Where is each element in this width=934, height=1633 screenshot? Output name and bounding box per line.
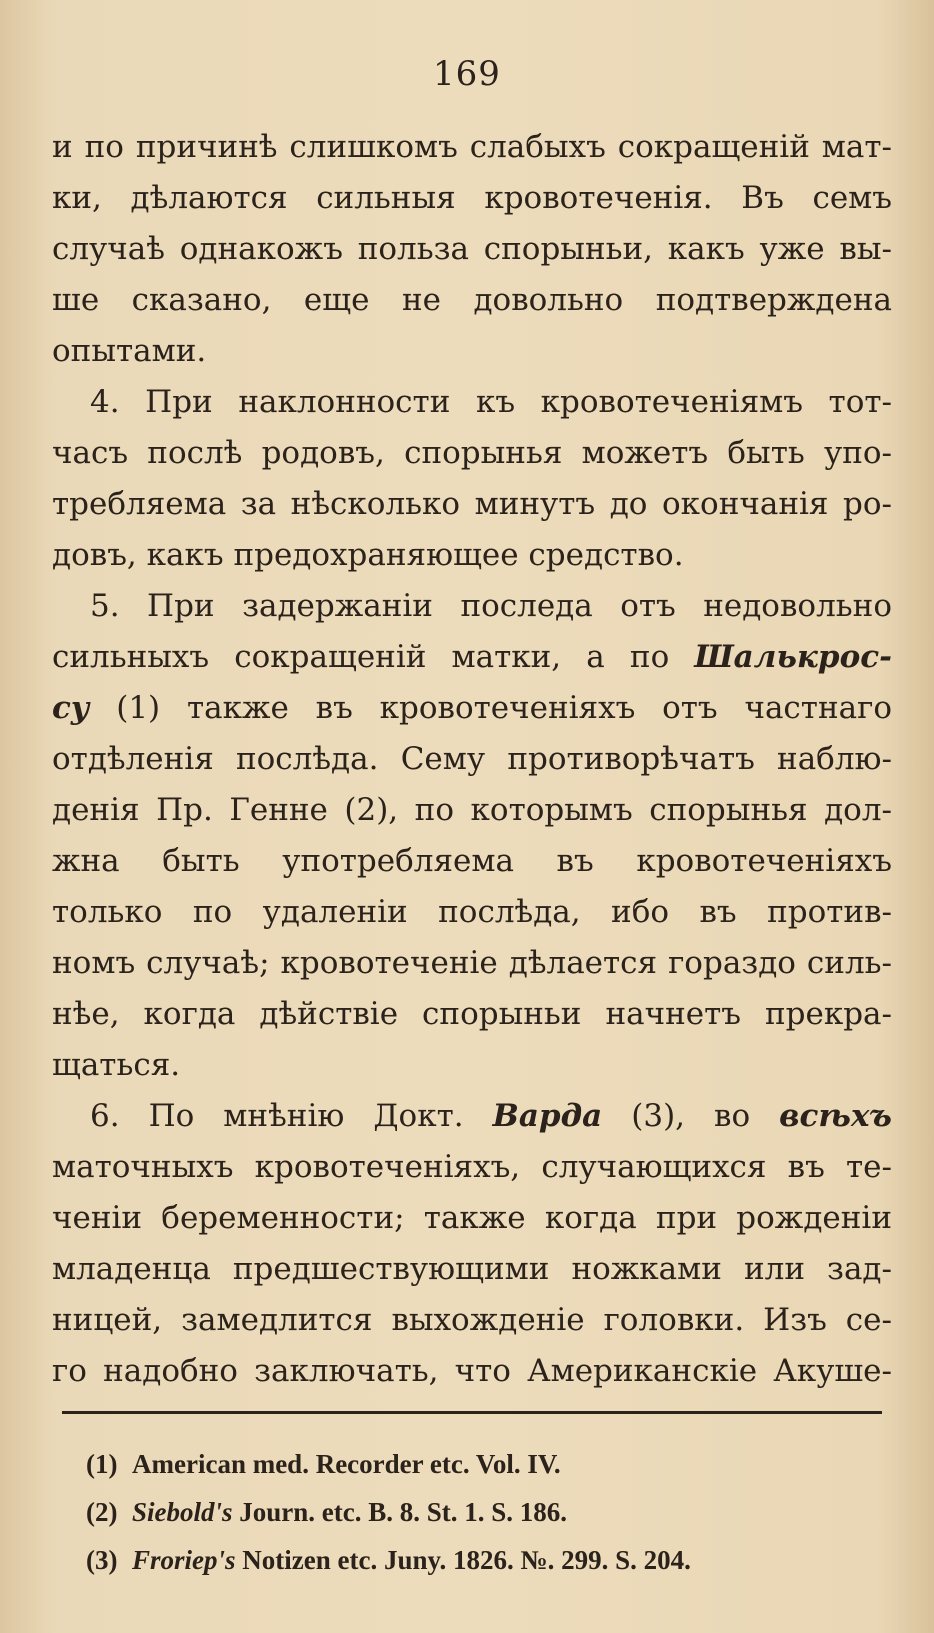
text-line-10: 5. При задержаніи последа отъ недовольно	[90, 588, 892, 624]
footnote-3	[86, 1536, 886, 1584]
text-line-6: 4. При наклонности къ кровотеченіямъ тот-	[90, 384, 892, 420]
body-text	[52, 122, 892, 1397]
text-line-15: жна быть употребляема въ кровотеченіяхъ	[52, 843, 892, 879]
footnote-mark: (3)	[86, 1545, 118, 1575]
text-line-23: младенца предшествующими ножками или зад-	[52, 1251, 892, 1287]
italic-name-shalkross: Шалькрос-	[694, 639, 892, 675]
text-line-5: опытами.	[52, 333, 207, 369]
footnote-text: Notizen etc. Juny. 1826. №. 299. S. 204.	[235, 1545, 691, 1575]
line-text: (1) также въ кровотеченіяхъ отъ частнаго	[89, 690, 892, 726]
footnote-mark: (2)	[86, 1497, 118, 1527]
text-line-18: нѣе, когда дѣйствіе спорыньи начнетъ прекра-	[52, 996, 892, 1032]
footnote-author: Siebold's	[132, 1497, 233, 1527]
footnote-text: American med. Recorder etc. Vol. IV.	[132, 1449, 561, 1479]
italic-word-vsekh: всѣхъ	[779, 1098, 892, 1134]
page-number: 169	[433, 54, 501, 94]
text-line-25: го надобно заключать, что Американскіе Акуше-	[52, 1353, 892, 1389]
text-line-11	[52, 632, 892, 683]
text-line-12	[52, 683, 892, 734]
footnote-rule	[62, 1411, 882, 1414]
text-line-4: ше сказано, еще не довольно подтверждена	[52, 282, 892, 318]
text-line-9: довъ, какъ предохраняющее средство.	[52, 537, 684, 573]
text-line-17: номъ случаѣ; кровотеченіе дѣлается гораздо силь-	[52, 945, 892, 981]
text-line-13: отдѣленія послѣда. Сему противорѣчатъ наблю-	[52, 741, 892, 777]
footnotes	[86, 1440, 886, 1584]
footnote-text: Journ. etc. B. 8. St. 1. S. 186.	[232, 1497, 568, 1527]
text-line-22: ченіи беременности; также когда при рожденіи	[52, 1200, 892, 1236]
text-line-2: ки, дѣлаются сильныя кровотеченія. Въ семъ	[52, 180, 892, 216]
text-line-20	[52, 1091, 892, 1142]
text-line-19: щаться.	[52, 1047, 181, 1083]
footnote-mark: (1)	[86, 1449, 118, 1479]
italic-name-continuation: су	[52, 690, 90, 726]
text-line-8: требляема за нѣсколько минутъ до окончанія ро-	[52, 486, 892, 522]
line-text: (3), во	[602, 1098, 780, 1134]
text-line-1: и по причинѣ слишкомъ слабыхъ сокращеній мат-	[52, 129, 892, 165]
line-text: 6. По мнѣнію Докт.	[90, 1098, 493, 1134]
text-line-14: денія Пр. Генне (2), по которымъ спорынья дол-	[52, 792, 892, 828]
footnote-author: Froriep's	[132, 1545, 236, 1575]
text-line-3: случаѣ однакожъ польза спорыньи, какъ уже вы-	[52, 231, 892, 267]
footnote-2	[86, 1488, 886, 1536]
italic-name-varda: Варда	[492, 1098, 603, 1134]
text-line-7: часъ послѣ родовъ, спорынья можетъ быть упо-	[52, 435, 892, 471]
text-line-16: только по удаленіи послѣда, ибо въ против-	[52, 894, 892, 930]
footnote-1	[86, 1440, 886, 1488]
text-line-24: ницей, замедлится выхожденіе головки. Изъ се-	[52, 1302, 892, 1338]
text-line-21: маточныхъ кровотеченіяхъ, случающихся въ те-	[52, 1149, 892, 1185]
line-text: сильныхъ сокращеній матки, а по	[52, 639, 695, 675]
